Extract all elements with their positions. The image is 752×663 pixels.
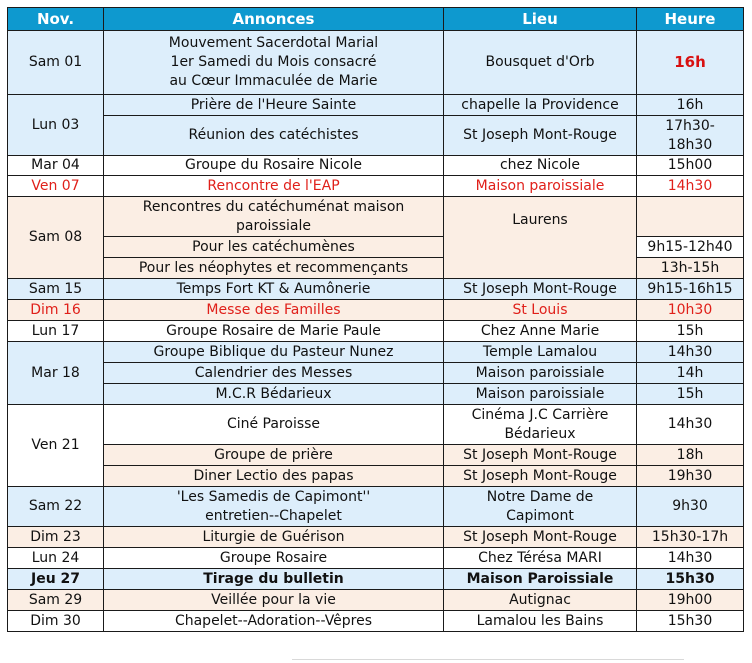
- date-cell: Sam 22: [8, 487, 104, 527]
- place-line: Notre Dame de: [486, 488, 594, 505]
- time-cell: 14h: [637, 363, 744, 384]
- event-cell: Ciné Paroisse: [104, 405, 444, 445]
- time-cell: 15h: [637, 321, 744, 342]
- footer-divider: [292, 659, 684, 660]
- time-cell: 9h30: [637, 487, 744, 527]
- date-cell: Sam 15: [8, 279, 104, 300]
- date-cell: Ven 21: [8, 405, 104, 487]
- table-row: [8, 569, 744, 590]
- time-cell: 15h: [637, 384, 744, 405]
- event-line: 1er Samedi du Mois consacré: [170, 54, 377, 70]
- time-cell: 14h30: [637, 405, 744, 445]
- table-row: [8, 279, 744, 300]
- event-cell: M.C.R Bédarieux: [104, 384, 444, 405]
- table-row: [8, 300, 744, 321]
- event-cell: Réunion des catéchistes: [104, 116, 444, 156]
- event-cell: [104, 487, 444, 527]
- place-cell: St Joseph Mont-Rouge: [444, 466, 637, 487]
- date-cell: Lun 24: [8, 548, 104, 569]
- header-row: [8, 8, 744, 31]
- event-line: 'Les Samedis de Capimont'': [176, 488, 371, 505]
- table-row: [8, 363, 744, 384]
- header-place: Lieu: [444, 8, 637, 31]
- table-row: [8, 487, 744, 527]
- date-cell: Ven 07: [8, 176, 104, 197]
- date-cell: Sam 01: [8, 31, 104, 95]
- event-cell: Chapelet--Adoration--Vêpres: [104, 611, 444, 632]
- place-cell: Temple Lamalou: [444, 342, 637, 363]
- event-cell: Pour les catéchumènes: [104, 237, 444, 258]
- event-cell: Messe des Familles: [104, 300, 444, 321]
- place-line: Bédarieux: [504, 425, 576, 442]
- table-row: [8, 176, 744, 197]
- event-cell: Diner Lectio des papas: [104, 466, 444, 487]
- date-cell: Mar 18: [8, 342, 104, 405]
- date-cell: Dim 16: [8, 300, 104, 321]
- time-cell: 14h30: [637, 342, 744, 363]
- table-row: [8, 445, 744, 466]
- header-time: Heure: [637, 8, 744, 31]
- place-line: Capimont: [506, 507, 574, 524]
- place-cell: Chez Anne Marie: [444, 321, 637, 342]
- table-row: [8, 384, 744, 405]
- time-cell: 16h: [637, 95, 744, 116]
- time-cell: 15h30-17h: [637, 527, 744, 548]
- time-cell: 16h: [637, 31, 744, 95]
- event-cell: Groupe de prière: [104, 445, 444, 466]
- time-line: 17h30-: [665, 117, 715, 134]
- time-cell: 13h-15h: [637, 258, 744, 279]
- table-row: [8, 156, 744, 176]
- date-cell: Dim 23: [8, 527, 104, 548]
- event-cell: Rencontre de l'EAP: [104, 176, 444, 197]
- place-cell: Maison paroissiale: [444, 363, 637, 384]
- event-cell: Tirage du bulletin: [104, 569, 444, 590]
- time-cell: 14h30: [637, 176, 744, 197]
- time-cell: 15h30: [637, 569, 744, 590]
- place-cell: Bousquet d'Orb: [444, 31, 637, 95]
- event-line: Mouvement Sacerdotal Marial: [168, 35, 379, 51]
- time-cell: 14h30: [637, 548, 744, 569]
- place-cell: Chez Térésa MARI: [444, 548, 637, 569]
- event-cell: Liturgie de Guérison: [104, 527, 444, 548]
- time-cell: 15h30: [637, 611, 744, 632]
- event-cell: Groupe Rosaire de Marie Paule: [104, 321, 444, 342]
- table-row: [8, 31, 744, 95]
- date-cell: Lun 17: [8, 321, 104, 342]
- time-cell: 19h00: [637, 590, 744, 611]
- time-cell: 9h15-16h15: [637, 279, 744, 300]
- place-cell: Maison paroissiale: [444, 176, 637, 197]
- table-row: [8, 611, 744, 632]
- table-row: [8, 116, 744, 156]
- place-cell: Laurens: [444, 197, 637, 279]
- time-cell: 9h15-12h40: [637, 237, 744, 258]
- time-cell: [637, 197, 744, 237]
- table-row: [8, 321, 744, 342]
- place-cell: St Louis: [444, 300, 637, 321]
- event-cell: Groupe du Rosaire Nicole: [104, 156, 444, 176]
- place-cell: chapelle la Providence: [444, 95, 637, 116]
- time-cell: 10h30: [637, 300, 744, 321]
- table-row: [8, 466, 744, 487]
- event-line: au Cœur Immaculée de Marie: [169, 73, 378, 89]
- table-row: [8, 527, 744, 548]
- time-cell: [637, 116, 744, 156]
- place-cell: Lamalou les Bains: [444, 611, 637, 632]
- date-cell: Sam 08: [8, 197, 104, 279]
- time-cell: 19h30: [637, 466, 744, 487]
- schedule-table: [7, 7, 744, 632]
- time-cell: 18h: [637, 445, 744, 466]
- header-date: Nov.: [8, 8, 104, 31]
- place-cell: chez Nicole: [444, 156, 637, 176]
- time-cell: 15h00: [637, 156, 744, 176]
- header-event: Annonces: [104, 8, 444, 31]
- event-cell: Groupe Rosaire: [104, 548, 444, 569]
- place-cell: St Joseph Mont-Rouge: [444, 116, 637, 156]
- date-cell: Dim 30: [8, 611, 104, 632]
- table-row: [8, 342, 744, 363]
- place-cell: Autignac: [444, 590, 637, 611]
- table-row: [8, 197, 744, 237]
- event-cell: Prière de l'Heure Sainte: [104, 95, 444, 116]
- table-row: [8, 95, 744, 116]
- place-cell: St Joseph Mont-Rouge: [444, 445, 637, 466]
- time-line: 18h30: [667, 136, 713, 153]
- event-line: entretien--Chapelet: [205, 507, 342, 524]
- place-line: Cinéma J.C Carrière: [471, 406, 609, 423]
- event-cell: [104, 31, 444, 95]
- event-cell: Groupe Biblique du Pasteur Nunez: [104, 342, 444, 363]
- place-cell: Maison paroissiale: [444, 384, 637, 405]
- place-cell: [444, 487, 637, 527]
- date-cell: Mar 04: [8, 156, 104, 176]
- place-cell: St Joseph Mont-Rouge: [444, 527, 637, 548]
- date-cell: Lun 03: [8, 95, 104, 156]
- event-cell: Pour les néophytes et recommençants: [104, 258, 444, 279]
- table-row: [8, 548, 744, 569]
- event-cell: Rencontres du catéchuménat maison paroissiale: [104, 197, 444, 237]
- place-cell: [444, 405, 637, 445]
- place-cell: Maison Paroissiale: [444, 569, 637, 590]
- date-cell: Jeu 27: [8, 569, 104, 590]
- table-row: [8, 590, 744, 611]
- event-cell: Temps Fort KT & Aumônerie: [104, 279, 444, 300]
- event-cell: Veillée pour la vie: [104, 590, 444, 611]
- place-cell: St Joseph Mont-Rouge: [444, 279, 637, 300]
- event-cell: Calendrier des Messes: [104, 363, 444, 384]
- date-cell: Sam 29: [8, 590, 104, 611]
- table-row: [8, 405, 744, 445]
